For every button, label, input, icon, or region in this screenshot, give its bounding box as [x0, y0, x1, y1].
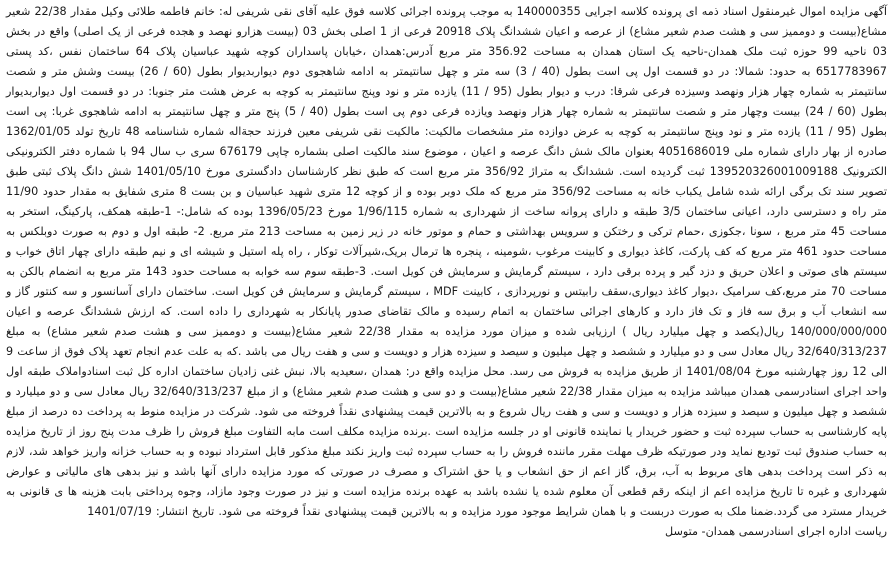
auction-notice-text [6, 2, 887, 522]
notice-title: آگهی مزایده اموال غیرمنقول اسناد ذمه ای پرونده کلاسه اجرایی 140000355 به موجب پرونده اجرائی کلاسه فوق علیه آقای نقی شریفی له: خانم [193, 5, 888, 18]
notice-signature: رياست اداره اجرای اسنادرسمی همدان- متوسل [664, 525, 887, 538]
notice-body: فاطمه طلائی وکیل مقدار 22/38 شعیر مشاع(بیست و دوممیز سی و هشت صدم شعیر مشاع) از عرصه و اعیان ششدانگ پلاک 20918 فرعی از 1 اصلی بخش 03 (بیست هزارو نهصد و هجده فرعی از یک اصلی) واقع در بخش 03 ناحیه 99 حوزه ثبت ملک همدان-ناحیه یک استان همدان به مساحت 356.92 متر مربع آدرس:همدان ،خیابان پاسداران کوچه شهید عباسیان پلاک 64 ساختمان نفس ،کد پستی 6517783967 به حدود: شمالا: در دو قسمت اول پی است بطول (40 / 3) سه متر و چهل سانتیمتر به ادامه شاهجوی دوم دیواربدیوار بطول (60 / 26) بیست وشش متر و شصت سانتیمتر به شماره چهار هزار ونهصد وسیزده فرعی شرقا: درب و دیوار بطول (95 / 11) یازده متر و نود وپنج سانتیمتر به کوچه به عرض هشت متر جنوبا: در دو قسمت اول دیواربدیوار بطول (60 / 24) بیست وچهار متر و شصت سانتیمتر به شماره چهار هزار ونهصد ویازده فرعی دوم پی است بطول (40 / 5) پنج متر و چهل سانتیمتر به ادامه شاهجوی غربا: پی است بطول (95 / 11) یازده متر و نود وپنج سانتیمتر به کوچه به عرض دوازده متر مشخصات مالکیت: مالکیت نقی شریفی معین فرزند حجةاله شماره شناسنامه 48 تاریخ تولد 1362/01/05 صادره از بهار دارای شماره ملی 4051686019 بعنوان مالک شش دانگ عرصه و اعیان ، موضوع سند مالکیت اصلی بشماره چاپی 676179 سری ب سال 94 با شماره دفتر الکترونیکی الکترونیک 139520326001009188 ثبت گردیده است. ششدانگ به متراژ 356/92 متر مربع است که طبق نظر کارشناسان دادگستری مورخ 1401/05/10 شش دانگ پلاک ثبتی طبق تصویر سند تک برگی ارائه شده شامل یکباب خانه به مساحت 356/92 متر مربع که ملک دوبر بوده و از کوچه 12 متری شهید عباسیان و بن بست 8 متری شفایق به مقدار حدود 11/90 متر راه و دسترسی دارد، اعیانی ساختمان 3/5 طبقه و دارای پروانه ساخت از شهرداری به شماره 1/96/115 مورخ 1396/05/23 بوده که شامل:- 1-طبقه همکف، پارکینگ، استخر به مساحت 45 متر مربع ، سونا ،جکوزی ،حمام ترکی و رختکن و سرویس بهداشتی و حمام و موتور خانه در زیر زمین به مساحت 213 متر مربع. 2- طبقه اول و دوم به صورت دوبلکس به مساحت حدود 461 متر مربع که کف پارکت، کاغذ دیواری و کابینت مرغوب ،شومینه ، پنجره ها ترمال بریک،شیرآلات توکار ، راه پله استیل و شیشه ای و نیم طبقه دارای چهار اتاق خواب و سیستم های صوتی و اعلان حریق و دزد گیر و پرده برقی دارد ، سیستم گرمایش و سرمایش فن کویل است. 3-طبقه سوم سه خوابه به مساحت حدود 143 متر مربع به انضمام بالکن به مساحت 70 متر مربع،کف سرامیک ،دیوار کاغذ دیواری،سقف رابیتس و نورپردازی ، کابینت MDF ، سیستم گرمایش و سرمایش فن کویل است. ساختمان دارای آسانسور و سه کنتور گاز و سه انشعاب آب و برق سه فاز و تک فاز دارد و کارهای اجرائی ساختمان به اتمام رسیده و مالک تقاضای صدور پایانکار به شهرداری را داده است. که ارزش ششدانگ عرصه و اعیان 140/000/000/000 ریال(یکصد و چهل میلیارد ریال ) ارزیابی شده و میزان مورد مزایده به مقدار 22/38 شعیر مشاع(بیست و دوممیز سی و هشت صدم شعیر مشاع) به مبلغ 32/640/313/237 ریال معادل سی و دو میلیارد و ششصد و چهل میلیون و سیصد و سیزده هزار و دویست و سی و هفت ریال می باشد .که به علت عدم انجام تعهد پلاک فوق از ساعت 9 الی 12 روز چهارشنبه مورخ 1401/08/04 از طریق مزایده به فروش می رسد. محل مزایده واقع در: همدان ،سعیدیه بالا، نبش غنی زادیان ساختمان اداره کل ثبت اسنادواملاک طبقه اول واحد اجرای اسنادرسمی همدان میباشد مزایده به میزان مقدار 22/38 شعیر مشاع(بیست و دو سی و هشت صدم شعیر مشاع) و از مبلغ 32/640/313/237 ریال معادل سی و دو میلیارد و ششصد و چهل میلیون و سیصد و سیزده هزار و دویست و سی و هفت ریال شروع و به بالاترین قیمت پیشنهادی نقداً فروخته می شود. شرکت در مزایده منوط به پرداخت ده درصد از مبلغ پایه کارشناسی به حساب سپرده ثبت و حضور خریدار یا نماینده قانونی او در جلسه مزایده است .برنده مزایده مکلف است مابه التفاوت مبلغ فروش را ظرف مدت پنج روز از تاریخ مزایده به حساب صندوق ثبت تودیع نماید ودر صورتیکه ظرف مهلت مقرر ماننده فروش را به حساب سپرده ثبت واریز نکند مبلغ مذکور قابل استرداد نبوده و به حساب خزانه واریز خواهد شد، لازم به ذکر است پرداخت بدهی های مربوط به آب، برق، گاز اعم از حق انشعاب و یا حق اشتراک و مصرف در صورتی که مورد مزایده دارای آنها باشد و نیز بدهی های مالیاتی و عوارض شهرداری و غیره تا تاریخ مزایده اعم از اینکه رقم قطعی آن معلوم شده یا نشده باشد به عهده برنده مزایده است و نیز در صورت وجود مازاد، وجوه پرداختی بابت هزینه ها ی قانونی به خریدار مسترد می گردد.ضمنا ملک به صورت دربست و با همان شرایط موجود مورد مزایده و به بالاترین قیمت پیشنهادی نقداً فروخته می شود. تاریخ انتشار: 1401/07/19 [6, 5, 888, 518]
